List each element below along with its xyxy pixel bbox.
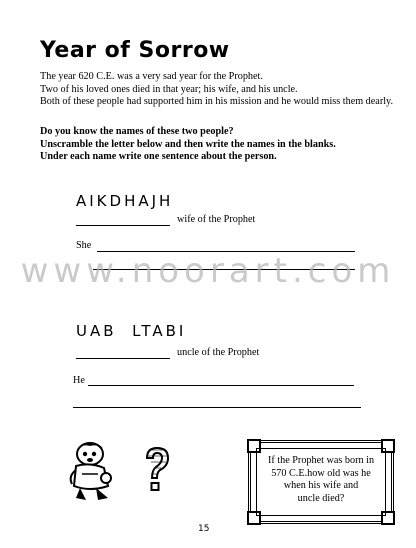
instruction-line: Do you know the names of these two people? [40, 126, 234, 137]
sentence-blank[interactable] [73, 407, 361, 408]
sentence-pronoun-she: She [76, 240, 92, 251]
watermark: www.noorart.com [20, 251, 396, 291]
question-line: uncle died? [297, 492, 345, 504]
answer-blank-age[interactable] [303, 515, 353, 516]
relation-label-uncle: uncle of the Prophet [177, 347, 260, 358]
question-line: when his wife and [283, 480, 359, 491]
instructions [40, 126, 410, 164]
sentence-pronoun-he: He [73, 375, 85, 386]
question-line: If the Prophet was born in [267, 455, 375, 466]
scrambled-word-uncle: UAB LTABI [76, 322, 187, 340]
page-title: Year of Sorrow [40, 38, 230, 63]
thinking-boy-illustration [62, 438, 126, 506]
question-mark-icon [143, 446, 171, 498]
intro-line: Both of these people had supported him in his mission and he would miss them dearly. [40, 96, 394, 107]
sentence-blank[interactable] [88, 385, 354, 386]
page-number: 15 [198, 524, 210, 534]
instruction-line: Unscramble the letter below and then write the names in the blanks. [40, 138, 336, 150]
answer-blank-wife[interactable] [76, 225, 170, 226]
intro-line: Two of his loved ones died in that year; his wife, and his uncle. [40, 83, 298, 95]
intro-line: The year 620 C.E. was a very sad year for the Prophet. [40, 71, 263, 82]
intro-paragraph [40, 71, 410, 109]
question-text [257, 455, 385, 505]
scrambled-word-wife: AIKDHAJH [76, 192, 174, 210]
question-box [248, 440, 394, 524]
relation-label-wife: wife of the Prophet [177, 214, 256, 225]
instruction-line: Under each name write one sentence about the person. [40, 151, 277, 162]
question-box-inner [256, 448, 386, 516]
question-line: 570 C.E.how old was he [271, 467, 371, 479]
answer-blank-uncle[interactable] [76, 358, 170, 359]
